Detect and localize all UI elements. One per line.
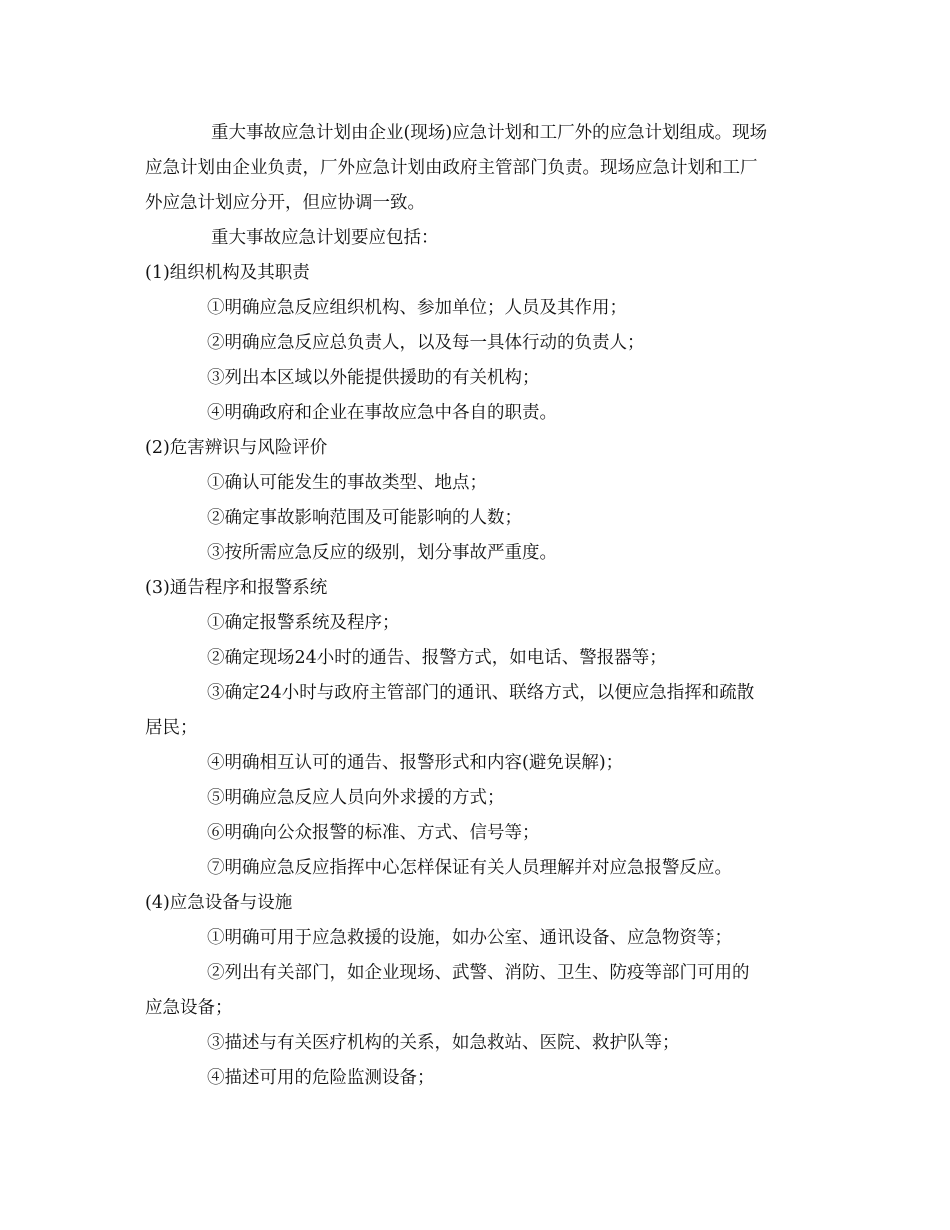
list-item: ②确定现场24小时的通告、报警方式，如电话、警报器等； <box>207 648 667 668</box>
section-heading: (2)危害辨识与风险评价 <box>145 438 328 458</box>
section-heading: (1)组织机构及其职责 <box>145 263 310 283</box>
document-body <box>145 116 815 1096</box>
list-item: ⑦明确应急反应指挥中心怎样保证有关人员理解并对应急报警反应。 <box>207 858 732 878</box>
intro-line: 外应急计划应分开，但应协调一致。 <box>145 193 425 213</box>
list-item-continuation: 居民； <box>145 718 198 738</box>
contents-intro: 重大事故应急计划要应包括： <box>211 228 439 248</box>
list-item: ①确定报警系统及程序； <box>207 613 400 633</box>
section-heading: (4)应急设备与设施 <box>145 893 293 913</box>
list-item: ③描述与有关医疗机构的关系，如急救站、医院、救护队等； <box>207 1033 680 1053</box>
list-item: ①明确可用于应急救援的设施，如办公室、通讯设备、应急物资等； <box>207 928 732 948</box>
section-heading: (3)通告程序和报警系统 <box>145 578 328 598</box>
list-item: ③列出本区域以外能提供援助的有关机构； <box>207 368 540 388</box>
list-item: ④明确相互认可的通告、报警形式和内容(避免误解)； <box>207 753 624 773</box>
list-item: ④明确政府和企业在事故应急中各自的职责。 <box>207 403 557 423</box>
list-item: ②明确应急反应总负责人，以及每一具体行动的负责人； <box>207 333 645 353</box>
list-item: ②确定事故影响范围及可能影响的人数； <box>207 508 522 528</box>
list-item: ③确定24小时与政府主管部门的通讯、联络方式，以便应急指挥和疏散 <box>207 683 755 703</box>
intro-line: 重大事故应急计划由企业(现场)应急计划和工厂外的应急计划组成。现场 <box>211 123 768 143</box>
list-item: ①明确应急反应组织机构、参加单位；人员及其作用； <box>207 298 627 318</box>
list-item: ①确认可能发生的事故类型、地点； <box>207 473 487 493</box>
list-item: ③按所需应急反应的级别，划分事故严重度。 <box>207 543 557 563</box>
list-item-continuation: 应急设备； <box>145 998 233 1018</box>
list-item: ②列出有关部门，如企业现场、武警、消防、卫生、防疫等部门可用的 <box>207 963 750 983</box>
list-item: ⑤明确应急反应人员向外求援的方式； <box>207 788 505 808</box>
list-item: ④描述可用的危险监测设备； <box>207 1068 435 1088</box>
list-item: ⑥明确向公众报警的标准、方式、信号等； <box>207 823 540 843</box>
intro-line: 应急计划由企业负责，厂外应急计划由政府主管部门负责。现场应急计划和工厂 <box>145 158 758 178</box>
